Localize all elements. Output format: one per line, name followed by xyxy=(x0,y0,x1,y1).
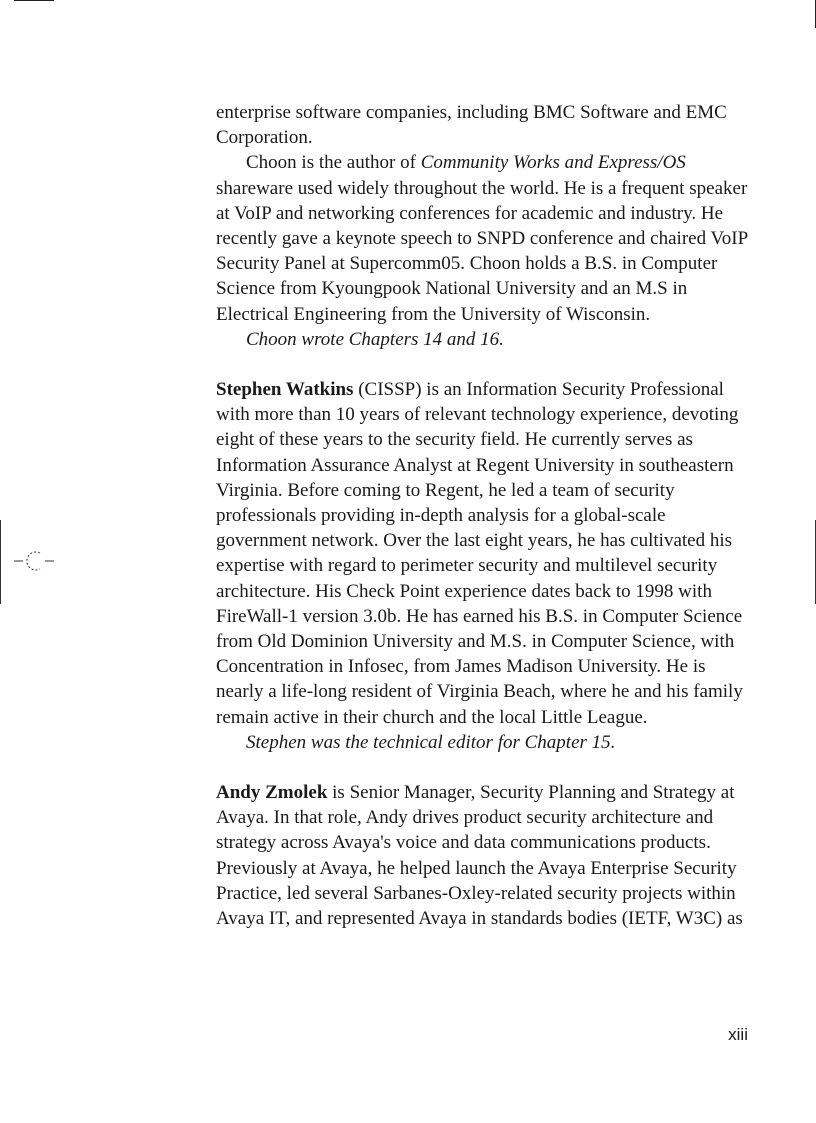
andy-name: Andy Zmolek xyxy=(216,782,328,804)
stephen-name: Stephen Watkins xyxy=(216,379,354,401)
choon-author-paragraph xyxy=(216,150,748,326)
software-title: Community Works and Express/OS xyxy=(420,152,686,174)
page-number: xiii xyxy=(728,1025,748,1044)
choon-author-rest: shareware used widely throughout the world. He is a frequent speaker at VoIP and networking conferences for academic and industry. He recently gave a keynote speech to SNPD conference and chaired VoIP Security Panel at Supercomm05. Choon holds a B.S. in Computer Science from Kyoungpook National University and an M.S in Electrical Engineering from the University of Wisconsin. xyxy=(216,177,748,325)
page-content xyxy=(216,100,748,931)
choon-intro-paragraph: enterprise software companies, including BMC Software and EMC Corporation. xyxy=(216,102,727,149)
stephen-bio-paragraph xyxy=(216,377,748,730)
andy-bio-paragraph xyxy=(216,780,748,931)
andy-bio-text: is Senior Manager, Security Planning and Strategy at Avaya. In that role, Andy drives product security architecture and strategy across Avaya's voice and data communications products. Previously at Avaya, he helped launch the Avaya Enterprise Security Practice, led several Sarbanes-Oxley-related security projects within Avaya IT, and represented Avaya in standards bodies (IETF, W3C) as xyxy=(216,782,743,930)
choon-chapters-note: Choon wrote Chapters 14 and 16. xyxy=(246,328,504,350)
crop-mark-top xyxy=(14,0,54,1)
stephen-chapters-note: Stephen was the technical editor for Chapter 15. xyxy=(246,731,616,753)
registration-mark-icon xyxy=(14,548,54,574)
stephen-bio-text: (CISSP) is an Information Security Professional with more than 10 years of relevant technology experience, devoting eight of these years to the security field. He currently serves as Information Assurance Analyst at Regent University in southeastern Virginia. Before coming to Regent, he led a team of security professionals providing in-depth analysis for a global-scale government network. Over the last eight years, he has cultivated his expertise with regard to perimeter security and multilevel security architecture. His Check Point experience dates back to 1998 with FireWall-1 version 3.0b. He has earned his B.S. in Computer Science from Old Dominion University and M.S. in Computer Science, with Concentration in Infosec, from James Madison University. He is nearly a life-long resident of Virginia Beach, where he and his family remain active in their church and the local Little League. xyxy=(216,379,743,728)
margin-mark-left xyxy=(0,520,1,604)
choon-author-text: Choon is the author of xyxy=(246,152,421,174)
